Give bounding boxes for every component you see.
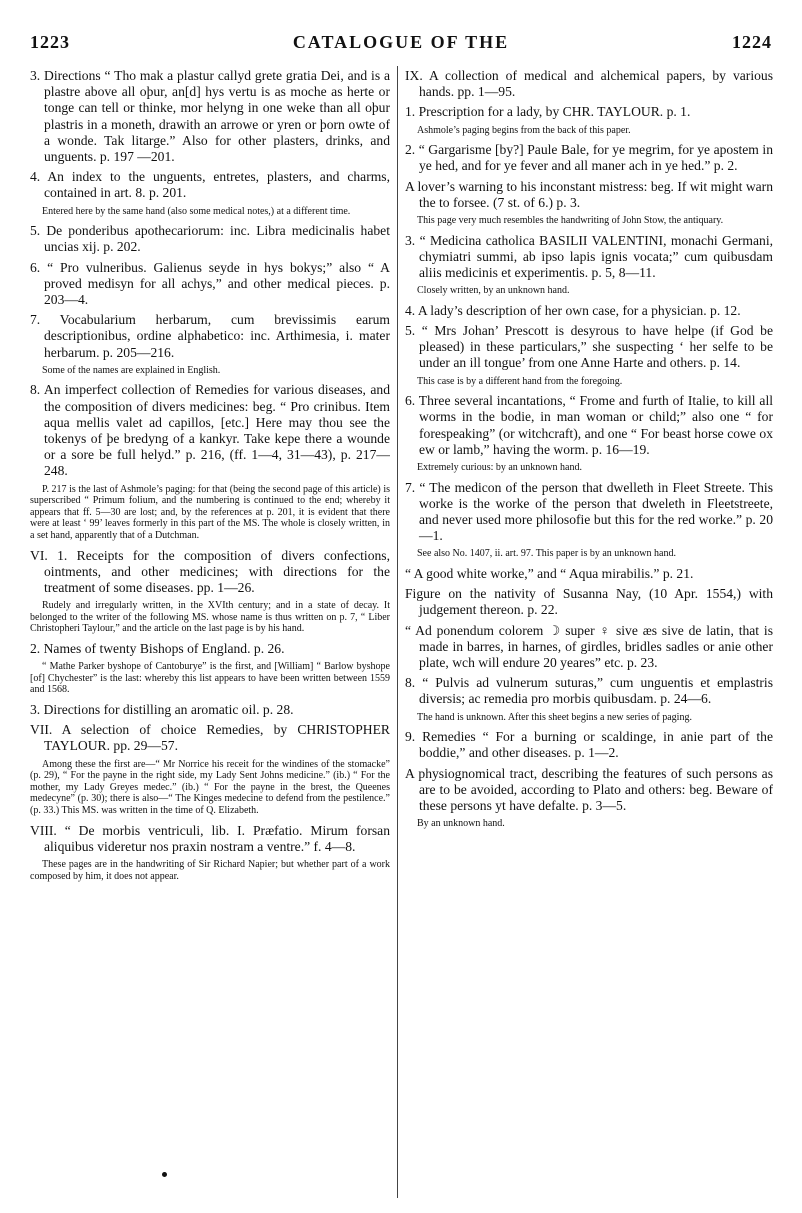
entry: 9. Remedies “ For a burning or scaldinge, in anie part of the boddie,” and other diseases. p. 1—2.	[405, 729, 773, 761]
entry: 4. A lady’s description of her own case, for a physician. p. 12.	[405, 302, 741, 318]
note: This case is by a different hand from the foregoing.	[417, 375, 623, 387]
note: By an unknown hand.	[417, 818, 505, 830]
entry: VI. 1. Receipts for the composition of divers confections, ointments, and other medicines; with directions for the treatment of some diseases. pp. 1—26.	[30, 547, 390, 596]
entry: “ A good white worke,” and “ Aqua mirabilis.” p. 21.	[405, 566, 694, 582]
note: See also No. 1407, ii. art. 97. This paper is by an unknown hand.	[417, 548, 676, 560]
note: Among these the first are—“ Mr Norrice his receit for the windines of the stomacke” (p. 29), “ For the payne in the right side, my Lady Sent Johns medicine.” (ib.) “ For the mother, my Lady Greyes medec.” (ib.) “ For the payne in the brest, the Queenes medecyne” (p. 30); there is also—“ The Kinges medecine to defend from the pestilence.” (p. 33.) This MS. was written in the time of Q. Elizabeth.	[30, 758, 390, 816]
entry: 7. Vocabularium herbarum, cum brevissimis earum descriptionibus, ordine alphabetico: inc. Arthimesia, i. mater herbarum. p. 205—216.	[30, 312, 390, 360]
note: Extremely curious: by an unknown hand.	[417, 462, 582, 474]
note: Rudely and irregularly written, in the XVIth century; and in a state of decay. It belonged to the writer of the following MS. whose name is thus written on p. 7, “ Liber Christopheri Taylour,” and the article on the last page is by his hand.	[30, 600, 390, 635]
running-header	[30, 32, 772, 54]
entry: A physiognomical tract, describing the features of such persons as are to be avoided, according to Plato and others: beg. Beware of these persons yt have defalte. p. 3—5.	[405, 765, 773, 814]
entry: IX. A collection of medical and alchemical papers, by various hands. pp. 1—95.	[405, 68, 773, 100]
note: The hand is unknown. After this sheet begins a new series of paging.	[417, 711, 692, 723]
entry: 5. De ponderibus apothecariorum: inc. Libra medicinalis habet uncias xij. p. 202.	[30, 223, 390, 255]
entry: A lover’s warning to his inconstant mistress: beg. If wit might warn the to forsee. (7 st. of 6.) p. 3.	[405, 178, 773, 210]
entry: Figure on the nativity of Susanna Nay, (10 Apr. 1554,) with judgement thereon. p. 22.	[405, 586, 773, 618]
note: “ Mathe Parker byshope of Cantoburye” is the first, and [William] “ Barlow byshope [of] Chychester” is the last: whereby this list appears to have been written between 1559 and 1568.	[30, 661, 390, 696]
entry: 3. Directions “ Tho mak a plastur callyd grete gratia Dei, and is a plastre above all oþur, an[d] hys vertu is as moche as herte or tonge can tell or thinke, mor helyng in one weke than all oþur plastris in a moneth, drawith an arrowe or yren or þorn owte of a wonde. Tak litarge.” Also for other plasters, drinks, and unguents. p. 197 —201.	[30, 68, 390, 165]
note: These pages are in the handwriting of Sir Richard Napier; but whether part of a work composed by him, it does not appear.	[30, 858, 390, 882]
right-column	[405, 68, 773, 1198]
left-column	[30, 68, 390, 1198]
ink-dot	[162, 1172, 167, 1177]
entry: 2. “ Gargarisme [by?] Paule Bale, for ye megrim, for ye apostem in ye hed, and for ye fever and all maner ach in ye hed.” p. 2.	[405, 142, 773, 174]
column-divider	[397, 66, 398, 1198]
entry: VII. A selection of choice Remedies, by CHRISTOPHER TAYLOUR. pp. 29—57.	[30, 722, 390, 754]
entry: 3. Directions for distilling an aromatic oil. p. 28.	[30, 702, 294, 717]
entry: 7. “ The medicon of the person that dwelleth in Fleet Streete. This worke is the worke of the person that dweleth in Fleetstreete, and never used more philosofie but this for the red worke.” p. 20—1.	[405, 479, 773, 544]
entry: “ Ad ponendum colorem ☽ super ♀ sive æs sive de latin, that is made in barres, in harnes, of girdles, bridles sadles or anie other plate, wch will endure 20 yeares” etc. p. 23.	[405, 622, 773, 671]
note: This page very much resembles the handwriting of John Stow, the antiquary.	[417, 215, 724, 227]
entry: 3. “ Medicina catholica BASILII VALENTINI, monachi Germani, chymiatri summi, ab ipso lapis ignis vocata;” cum quibusdam aliis medicinis et experimentis. p. 5, 8—11.	[405, 232, 773, 281]
note: P. 217 is the last of Ashmole’s paging: for that (being the second page of this article) is superscribed “ Primum folium, and the numbering is continued to the end; whereby it appears that ff. 5—30 are lost; and, by the references at p. 201, it is evident that there were at least ‘ 99’ leaves formerly in this part of the MS. The whole is closely written, in a set hand, apparently that of a Dutchman.	[30, 483, 390, 542]
entry: VIII. “ De morbis ventriculi, lib. I. Præfatio. Mirum forsan aliquibus videretur nos praxin nostram a ventre.” f. 4—8.	[30, 822, 390, 854]
entry: 2. Names of twenty Bishops of England. p. 26.	[30, 641, 285, 657]
entry: 4. An index to the unguents, entretes, plasters, and charms, contained in art. 8. p. 201.	[30, 169, 390, 201]
entry: 1. Prescription for a lady, by CHR. TAYLOUR. p. 1.	[405, 104, 691, 120]
entry: 6. “ Pro vulneribus. Galienus seyde in hys bokys;” also “ A proved medisyn for all achys,” and other medical pieces. p. 203—4.	[30, 259, 390, 308]
entry: 8. “ Pulvis ad vulnerum suturas,” cum unguentis et emplastris diversis; ac remedia pro morbis quibusdam. p. 24—6.	[405, 675, 773, 707]
page-number-left: 1223	[30, 32, 70, 52]
page-title: CATALOGUE OF THE	[292, 32, 510, 52]
note: Entered here by the same hand (also some medical notes,) at a different time.	[42, 205, 351, 217]
entry: 8. An imperfect collection of Remedies for various diseases, and the composition of divers medicines: beg. “ Pro crinibus. Item aqua mellis valet ad capillos, [etc.] Here may thou see the tokenys of þe bredyng of a kankyr. Take kepe there a wounde or a sore be full helyd.” p. 216, (ff. 1—4, 31—43), p. 217—248.	[30, 382, 390, 479]
entry: 6. Three several incantations, “ Frome and furth of Italie, to kill all worms in the bodie, in man woman or child;” also one “ for forespeaking” (or witchcraft), and one “ For beast horse cowe ox ew or lamb,” having the worm. p. 16—19.	[405, 393, 773, 457]
entry: 5. “ Mrs Johan’ Prescott is desyrous to have helpe (if God be pleased) in these particulars,” she suspecting ‘ her selfe to be under an ill tongue’ from one Anne Harte and others. p. 14.	[405, 323, 773, 371]
note: Ashmole’s paging begins from the back of this paper.	[417, 124, 631, 136]
page-number-right: 1224	[732, 32, 772, 52]
note: Some of the names are explained in English.	[42, 364, 221, 376]
note: Closely written, by an unknown hand.	[417, 285, 570, 297]
